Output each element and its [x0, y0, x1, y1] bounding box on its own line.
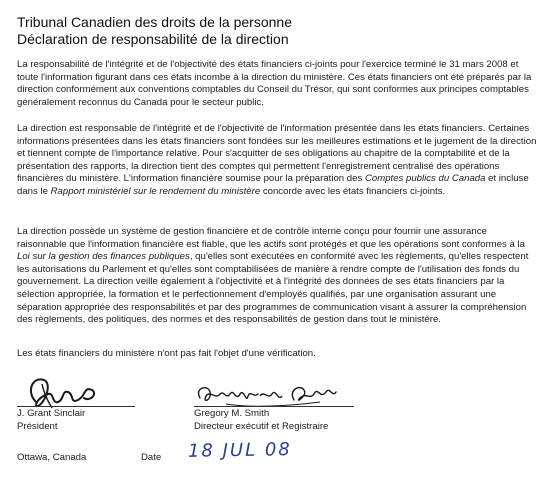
paragraph-responsibility: La responsabilité de l'intégrité et de l'objectivité des états financiers ci-joints pour l'exercice terminé le 31 mars 2008 et toute l'information figurant dans ces états incombe à la direction du ministère. Ces états financiers ont été préparés par la direction conformément aux conventions comptables du Conseil du Trésor, qui sont conformes aux principes comptables généralement reconnus du Canada pour le secteur public. [17, 59, 532, 108]
paragraph-management-integrity [17, 123, 539, 199]
handwritten-date: 18 JUL 08 [187, 439, 292, 462]
signatory-right-name: Gregory M. Smith [194, 408, 270, 419]
p3-italic-act: Loi sur la gestion des finances publiques [17, 251, 190, 263]
p2-text-c: concorde avec les états financiers ci-joints. [260, 185, 446, 197]
title-line-1: Tribunal Canadien des droits de la personne [17, 14, 292, 30]
p2-italic-performance-report: Rapport ministériel sur le rendement du ministère [50, 185, 261, 197]
p2-text-b: et incluse dans le [17, 173, 529, 197]
footer-date-label: Date [141, 452, 162, 463]
p2-italic-public-accounts: Comptes publics du Canada [364, 173, 486, 185]
document-title [17, 14, 292, 48]
signatory-left-title: Président [17, 421, 58, 432]
paragraph-internal-control [17, 226, 539, 327]
signature-line-left [17, 406, 135, 407]
signatory-left-name: J. Grant Sinclair [17, 408, 86, 419]
title-line-2: Déclaration de responsabilité de la direction [17, 31, 289, 47]
p3-text-b: , qu'elles sont exécutées en conformité avec les règlements, qu'elles respectent les autorisations du Parlement et qu'elles sont comptabilisées de manière à rendre compte de l'utilisation des fonds du gouvernement. La direction veille également à l'objectivité et à l'intégrité des données de ses états financiers par la sélection appropriée, la formation et le perfectionnement d'employés qualifiés, par une organisation assurant une séparation appropriée des responsabilités et par des programmes de communication visant à assurer la compréhension des règlements, des politiques, des normes et des responsabilités de gestion dans tout le ministère. [17, 251, 529, 326]
footer-place: Ottawa, Canada [17, 452, 87, 463]
paragraph-not-audited: Les états financiers du ministère n'ont pas fait l'objet d'une vérification. [17, 348, 316, 359]
p2-text-a: La direction est responsable de l'intégrité et de l'objectivité de l'information présentée dans les états financiers. Certaines informations présentées dans les états financiers sont fondées sur les meilleures estimations et le jugement de la direction et tiennent compte de l'importance relative. Pour s'acquitter de ses obligations au chapitre de la comptabilité et de la présentation des rapports, la direction tient des comptes qui permettent l'enregistrement centralisé des opérations financières du ministère. L'information financière soumise pour la préparation des [17, 123, 537, 185]
signature-line-right [194, 406, 354, 407]
signatory-right-title: Directeur exécutif et Registraire [194, 421, 329, 432]
p3-text-a: La direction possède un système de gestion financière et de contrôle interne conçu pour fournir une assurance raisonnable que l'information financière est fiable, que les actifs sont protégés et que les opérations sont conformes à la [17, 226, 525, 250]
